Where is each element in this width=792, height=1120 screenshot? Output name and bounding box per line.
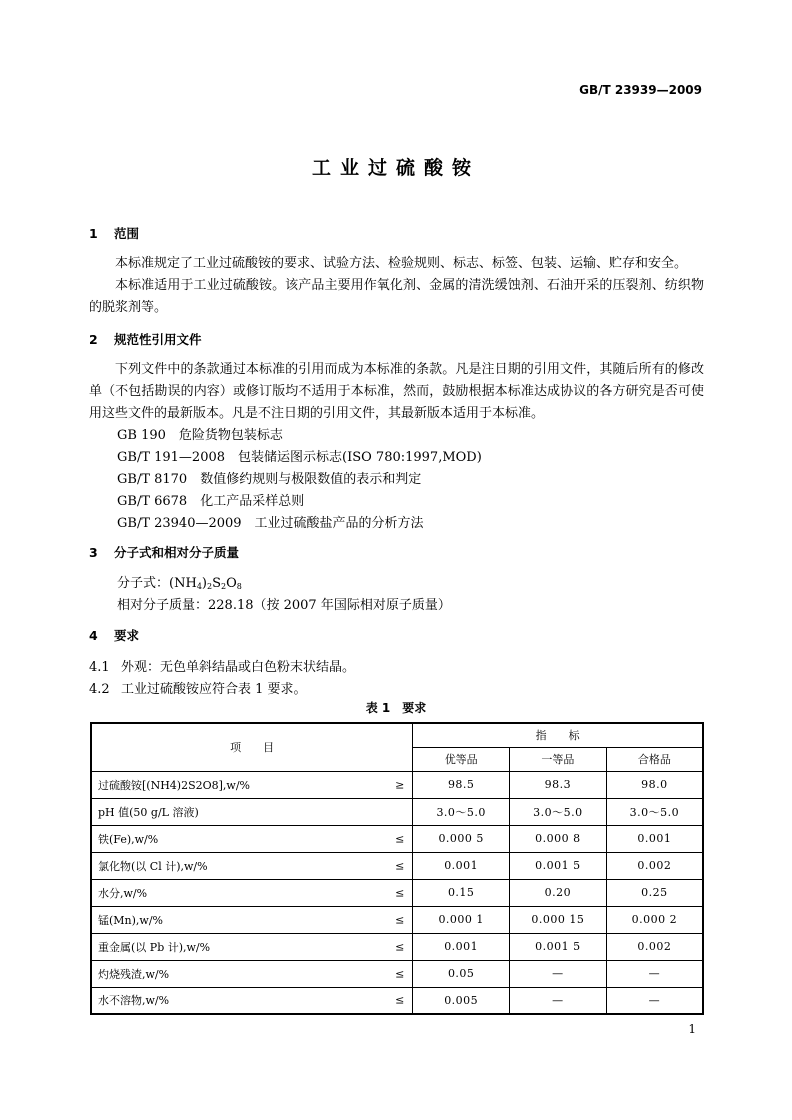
- section-number: 3: [89, 545, 98, 560]
- value-cell: 0.000 1: [413, 906, 510, 933]
- molecular-mass: 相对分子质量：228.18（按 2007 年国际相对原子质量）: [117, 598, 451, 613]
- item-label: 灼烧残渣,w/%: [98, 967, 170, 981]
- value-cell: 3.0～5.0: [413, 798, 510, 825]
- value-cell: —: [606, 960, 703, 987]
- value-cell: 0.05: [413, 960, 510, 987]
- value-cell: 0.000 8: [510, 825, 607, 852]
- section-2-paragraph: 下列文件中的条款通过本标准的引用而成为本标准的条款。凡是注日期的引用文件，其随后所有的修改单（不包括勘误的内容）或修订版均不适用于本标准，然而，鼓励根据本标准达成协议的各方研究是否可使用这些文件的最新版本。凡是不注日期的引用文件，其最新版本适用于本标准。: [89, 362, 704, 421]
- value-cell: 98.3: [510, 771, 607, 798]
- table-caption: 表 1 要求: [365, 701, 427, 715]
- item-cell: [91, 771, 413, 798]
- table-row: [91, 798, 703, 825]
- comparison-operator: ≤: [395, 886, 405, 899]
- value-cell: 98.0: [606, 771, 703, 798]
- value-cell: 0.20: [510, 879, 607, 906]
- clause-text: 外观：无色单斜结晶或白色粉末状结晶。: [121, 660, 356, 675]
- standard-number: GB/T 23939—2009: [579, 83, 702, 97]
- value-cell: 0.000 15: [510, 906, 607, 933]
- table-row: [91, 852, 703, 879]
- value-cell: 3.0～5.0: [606, 798, 703, 825]
- table-row: [91, 771, 703, 798]
- formula-part: ): [201, 576, 207, 591]
- value-cell: 0.15: [413, 879, 510, 906]
- table-row: [91, 987, 703, 1014]
- value-cell: 3.0～5.0: [510, 798, 607, 825]
- item-cell: [91, 852, 413, 879]
- item-cell: [91, 798, 413, 825]
- value-cell: 0.005: [413, 987, 510, 1014]
- item-cell: [91, 825, 413, 852]
- value-cell: 0.001: [413, 852, 510, 879]
- comparison-operator: ≥: [395, 778, 405, 791]
- column-header-index: 指 标: [413, 723, 703, 747]
- section-3-heading: [89, 543, 239, 561]
- section-2-heading: [89, 330, 202, 348]
- section-4-heading: [89, 626, 139, 644]
- value-cell: 0.001 5: [510, 933, 607, 960]
- section-title: 范围: [114, 226, 140, 241]
- formula-subscript: 4: [196, 582, 202, 591]
- formula-subscript: 2: [206, 582, 213, 591]
- section-number: 1: [89, 226, 98, 241]
- requirements-table: [90, 722, 704, 1015]
- item-cell: [91, 879, 413, 906]
- clause-number: 4.2: [89, 682, 110, 697]
- value-cell: 0.001 5: [510, 852, 607, 879]
- value-cell: —: [510, 960, 607, 987]
- section-number: 2: [89, 332, 98, 347]
- item-label: 水不溶物,w/%: [98, 994, 170, 1008]
- value-cell: 98.5: [413, 771, 510, 798]
- value-cell: 0.001: [413, 933, 510, 960]
- table-row: [91, 933, 703, 960]
- formula-part: O: [226, 576, 237, 591]
- reference-item: GB 190 危险货物包装标志: [117, 428, 283, 443]
- value-cell: —: [510, 987, 607, 1014]
- item-cell: [91, 906, 413, 933]
- value-cell: 0.25: [606, 879, 703, 906]
- section-title: 分子式和相对分子质量: [114, 545, 240, 560]
- item-cell: [91, 933, 413, 960]
- reference-item: GB/T 8170 数值修约规则与极限数值的表示和判定: [117, 472, 422, 487]
- clause-text: 工业过硫酸铵应符合表 1 要求。: [121, 682, 307, 697]
- formula-subscript: 8: [236, 582, 242, 591]
- section-number: 4: [89, 628, 98, 643]
- column-header-grade: 优等品: [413, 747, 510, 771]
- document-title: 工业过硫酸铵: [311, 157, 480, 179]
- clause-4-2: [89, 678, 307, 697]
- item-label: 过硫酸铵[(NH4)2S2O8],w/%: [98, 778, 251, 792]
- comparison-operator: ≤: [395, 859, 405, 872]
- clause-number: 4.1: [89, 660, 110, 675]
- column-header-grade: 一等品: [510, 747, 607, 771]
- comparison-operator: ≤: [395, 967, 405, 980]
- item-label: 氯化物(以 Cl 计),w/%: [98, 859, 208, 873]
- item-label: 水分,w/%: [98, 886, 148, 900]
- value-cell: 0.000 5: [413, 825, 510, 852]
- molecular-formula: [117, 572, 242, 591]
- formula-part: (NH: [169, 576, 197, 591]
- value-cell: —: [606, 987, 703, 1014]
- section-title: 规范性引用文件: [114, 332, 202, 347]
- value-cell: 0.001: [606, 825, 703, 852]
- section-1-heading: [89, 224, 139, 242]
- item-cell: [91, 960, 413, 987]
- formula-label: 分子式：: [117, 576, 170, 591]
- section-1-paragraph-1: 本标准规定了工业过硫酸铵的要求、试验方法、检验规则、标志、标签、包装、运输、贮存和安全。: [115, 256, 688, 271]
- comparison-operator: ≤: [395, 832, 405, 845]
- section-title: 要求: [114, 628, 140, 643]
- comparison-operator: ≤: [395, 993, 405, 1007]
- comparison-operator: ≤: [395, 913, 405, 926]
- reference-item: GB/T 191—2008 包装储运图示标志(ISO 780:1997,MOD): [117, 450, 482, 465]
- item-label: 锰(Mn),w/%: [98, 913, 164, 927]
- column-header-item: 项 目: [91, 723, 413, 771]
- item-label: 重金属(以 Pb 计),w/%: [98, 940, 211, 954]
- reference-item: GB/T 6678 化工产品采样总则: [117, 494, 305, 509]
- table-row: [91, 906, 703, 933]
- item-label: pH 值(50 g/L 溶液): [98, 805, 199, 819]
- reference-item: GB/T 23940—2009 工业过硫酸盐产品的分析方法: [117, 516, 424, 531]
- formula-subscript: 2: [220, 582, 227, 591]
- item-cell: [91, 987, 413, 1014]
- value-cell: 0.000 2: [606, 906, 703, 933]
- table-row: [91, 960, 703, 987]
- section-1-paragraph-2: 本标准适用于工业过硫酸铵。该产品主要用作氧化剂、金属的清洗缓蚀剂、石油开采的压裂剂、纺织物的脱浆剂等。: [89, 278, 704, 315]
- column-header-grade: 合格品: [606, 747, 703, 771]
- table-row: [91, 879, 703, 906]
- table-row: [91, 825, 703, 852]
- item-label: 铁(Fe),w/%: [98, 832, 159, 846]
- clause-4-1: [89, 656, 355, 675]
- value-cell: 0.002: [606, 933, 703, 960]
- value-cell: 0.002: [606, 852, 703, 879]
- page-number: 1: [688, 1022, 696, 1036]
- formula-part: S: [212, 576, 221, 591]
- comparison-operator: ≤: [395, 940, 405, 953]
